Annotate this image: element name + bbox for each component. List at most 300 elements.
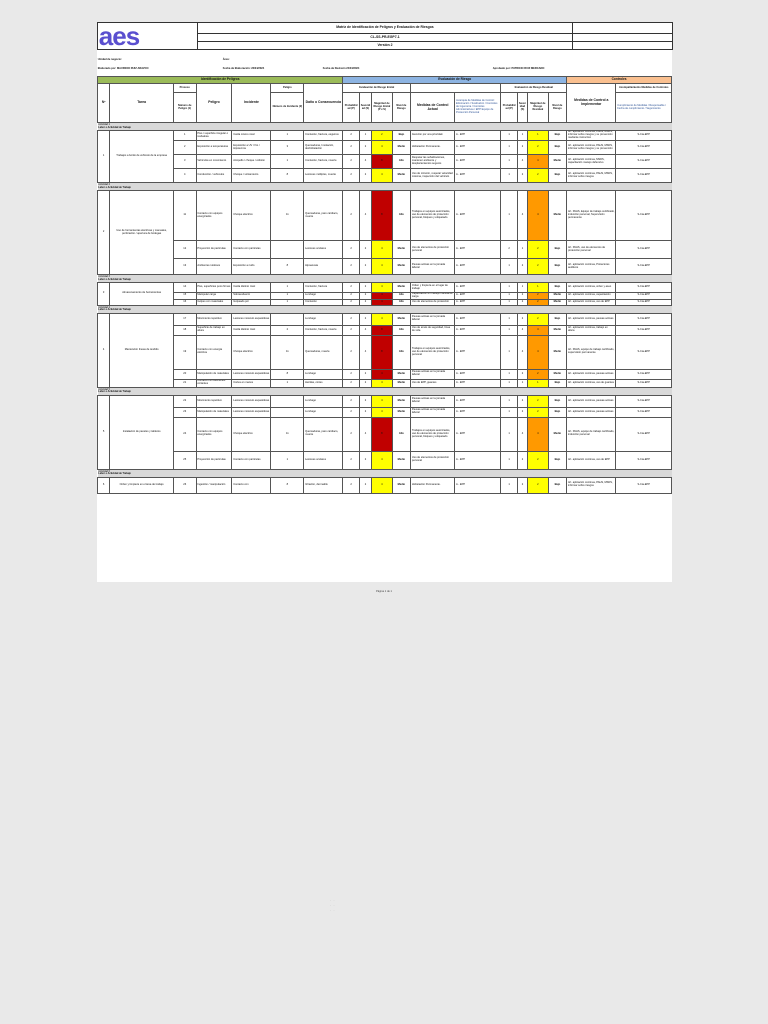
col-nivel: Nivel de Riesgo	[392, 93, 410, 123]
magnitude-cell: 8	[372, 335, 393, 369]
magnitude-cell: 4	[372, 259, 393, 275]
group-header	[98, 123, 672, 131]
incident-cell: Lesiones músculo esqueléticas	[232, 369, 271, 379]
severity-cell: 2	[359, 395, 371, 407]
residual-level-cell: Bajo	[548, 451, 567, 469]
incident-number: 11	[271, 191, 304, 241]
col-medidas-impl: Medidas de Control a Implementar	[567, 84, 616, 123]
hierarchy-cell: A - EPP	[455, 241, 501, 259]
incident-number: 8	[271, 369, 304, 379]
risk-level-cell: Alto	[392, 417, 410, 451]
severity-cell: 2	[359, 313, 371, 325]
residual-probability-cell: 1	[501, 335, 517, 369]
consequence-cell: Lesiones múltiples, muerte	[304, 169, 343, 183]
hazard-cell: Contacto con equipos energizados	[196, 191, 232, 241]
hazard-cell: Movimiento repetitivo	[196, 313, 232, 325]
hazard-number: 14	[173, 283, 196, 293]
residual-level-cell: Bajo	[548, 407, 567, 417]
consequence-cell: Heridas, cortes	[304, 379, 343, 387]
group-header	[98, 275, 672, 283]
control-to-implement-cell: Art. aplicación continua, PAHS, MSDS, informar sobre riesgos	[567, 169, 616, 183]
current-control-cell: Trabajos en equipos autorizados, uso de elementos de protección personal, bloqueo y etiquetado	[411, 191, 455, 241]
hazard-number: 3	[173, 155, 196, 169]
current-control-cell: Trabajos en equipos autorizados, uso de elementos de protección personal	[411, 335, 455, 369]
table-row	[98, 325, 672, 335]
sub-acomp: Acompañamiento Medidas de Controles	[616, 84, 672, 93]
probability-cell: 2	[343, 241, 359, 259]
incident-number: 11	[271, 417, 304, 451]
severity-cell: 2	[359, 141, 371, 155]
residual-severity-cell: 2	[517, 293, 527, 300]
residual-severity-cell: 2	[517, 395, 527, 407]
consequence-cell: Hipoacusia	[304, 259, 343, 275]
control-to-implement-cell: Art. aplicación continua, MSDS, capacitación manejo defensivo	[567, 155, 616, 169]
header-table	[97, 22, 673, 50]
section-controles: Controles	[567, 77, 672, 84]
current-control-cell: Uso de elementos de protección personal	[411, 451, 455, 469]
group-header-row	[98, 183, 672, 191]
followup-cell: S-Cia-EPP	[616, 241, 672, 259]
residual-level-cell: Bajo	[548, 141, 567, 155]
probability-cell: 2	[343, 293, 359, 300]
followup-cell: S-Cia-EPP	[616, 369, 672, 379]
probability-cell: 2	[343, 131, 359, 141]
risk-level-cell: Alto	[392, 155, 410, 169]
hazard-number: 21	[173, 379, 196, 387]
col-medidas: Medidas de Control Actual	[411, 93, 455, 123]
group-label: Actividad 6	[98, 469, 110, 473]
incident-number	[271, 241, 304, 259]
residual-probability-cell: 1	[501, 293, 517, 300]
incident-cell: Exposición a ruido	[232, 259, 271, 275]
col-incidente: Incidente	[232, 84, 271, 123]
hierarchy-cell: A - EPP	[455, 293, 501, 300]
decorative-dots: · · · · · ·	[330, 898, 335, 912]
hazard-number: 18	[173, 325, 196, 335]
hierarchy-cell: A - EPP	[455, 395, 501, 407]
incident-cell: Sobreesfuerzo	[232, 293, 271, 300]
hazard-cell: Piso, superficies poco firmes	[196, 283, 232, 293]
area-label: Área:	[222, 57, 230, 61]
table-row	[98, 155, 672, 169]
probability-cell: 2	[343, 283, 359, 293]
magnitude-cell: 4	[372, 407, 393, 417]
residual-severity-cell: 4	[517, 191, 527, 241]
magnitude-cell: 8	[372, 191, 393, 241]
risk-matrix	[97, 76, 672, 494]
residual-severity-cell: 2	[517, 313, 527, 325]
table-row	[98, 293, 672, 300]
probability-cell: 2	[343, 299, 359, 305]
consequence-cell: Irritación, dermatitis	[304, 477, 343, 493]
unidad-label: Unidad de negocio:	[97, 57, 122, 61]
col-num-peligro: Número de Peligro (1)	[173, 93, 196, 123]
followup-cell: S-Cia-EPP	[616, 325, 672, 335]
incident-number: 8	[271, 169, 304, 183]
table-row	[98, 169, 672, 183]
severity-cell: 2	[359, 369, 371, 379]
current-control-cell: Pausas activas en la jornada laboral	[411, 313, 455, 325]
residual-level-cell: Medio	[548, 335, 567, 369]
risk-level-cell: Medio	[392, 477, 410, 493]
row-number: 4	[98, 313, 110, 387]
group-header	[98, 305, 672, 313]
magnitude-cell: 4	[372, 283, 393, 293]
control-to-implement-cell: Art. PAHS, uso de elementos de protección personal	[567, 241, 616, 259]
hierarchy-cell: A - EPP	[455, 191, 501, 241]
residual-probability-cell: 1	[501, 283, 517, 293]
risk-level-cell: Bajo	[392, 131, 410, 141]
hierarchy-cell: A - EPP	[455, 283, 501, 293]
residual-severity-cell: 1	[517, 283, 527, 293]
followup-cell: S-Cia-EPP	[616, 477, 672, 493]
control-to-implement-cell: Art. aplicación continua, PAHS, MSDS, informar sobre riesgos	[567, 477, 616, 493]
risk-level-cell: Medio	[392, 141, 410, 155]
doc-version: Versión 2	[198, 42, 573, 50]
hazard-number: 24	[173, 417, 196, 451]
incident-number: 1	[271, 451, 304, 469]
current-control-cell: Respetar las señalizaciones, mantener ambiente y desplazamientos seguros	[411, 155, 455, 169]
residual-magnitude-cell: 4	[528, 325, 549, 335]
current-control-cell: Orden y limpieza en el lugar de trabajo	[411, 283, 455, 293]
incident-cell: Contacto con partículas	[232, 451, 271, 469]
sub-eval-inicial: Evaluación de Riesgo Inicial	[343, 84, 411, 93]
page-footer: Página 1 de 1	[375, 590, 392, 593]
residual-severity-cell: 2	[517, 369, 527, 379]
doc-title: Matriz de Identificación de Peligros y Evaluación de Riesgos	[198, 23, 573, 34]
residual-probability-cell: 1	[501, 131, 517, 141]
residual-magnitude-cell: 4	[528, 335, 549, 369]
incident-number	[271, 313, 304, 325]
severity-cell: 2	[359, 451, 371, 469]
row-number: 5	[98, 395, 110, 469]
risk-level-cell: Medio	[392, 395, 410, 407]
residual-magnitude-cell: 2	[528, 407, 549, 417]
severity-cell: 2	[359, 169, 371, 183]
followup-cell: S-Cia-EPP	[616, 313, 672, 325]
hazard-cell: Vehículos en movimiento	[196, 155, 232, 169]
magnitude-cell: 4	[372, 451, 393, 469]
incident-cell: Choque / volcamiento	[232, 169, 271, 183]
col-sev: Severidad (S)	[359, 93, 371, 123]
residual-probability-cell: 1	[501, 155, 517, 169]
hierarchy-cell: A - EPP	[455, 131, 501, 141]
current-control-cell: Pausas activas en la jornada laboral	[411, 407, 455, 417]
col-sev-r: Severidad (S)	[517, 93, 527, 123]
incident-cell: Choque eléctrico	[232, 335, 271, 369]
control-to-implement-cell: Art. PAHS, equipo de trabajo certificado, inducción personal	[567, 417, 616, 451]
group-header-row	[98, 123, 672, 131]
control-to-implement-cell: Art. PAHS, Equipo de trabajo certificado, inducción personal, Supervisión permanente	[567, 191, 616, 241]
magnitude-cell: 8	[372, 155, 393, 169]
residual-magnitude-cell: 2	[528, 299, 549, 305]
residual-level-cell: Bajo	[548, 283, 567, 293]
severity-cell: 2	[359, 283, 371, 293]
sub-proceso: Proceso	[173, 84, 196, 93]
hazard-number: 13	[173, 259, 196, 275]
group-label: Actividad 4	[98, 305, 110, 309]
hazard-cell: Manipular carga	[196, 293, 232, 300]
residual-magnitude-cell: 1	[528, 283, 549, 293]
col-nivel-r: Nivel de Riesgo	[548, 93, 567, 123]
residual-probability-cell: 1	[501, 379, 517, 387]
magnitude-cell: 8	[372, 417, 393, 451]
magnitude-cell: 4	[372, 169, 393, 183]
residual-severity-cell: 1	[517, 379, 527, 387]
group-title: Labor o Actividad de Trabajo	[98, 277, 132, 281]
hazard-cell: Piso / superficie irregular o resbalosa	[196, 131, 232, 141]
probability-cell: 2	[343, 477, 359, 493]
consequence-cell: Contusión, fractura, muerte	[304, 155, 343, 169]
probability-cell: 2	[343, 155, 359, 169]
residual-severity-cell: 1	[517, 241, 527, 259]
incident-cell: Caída distinto nivel	[232, 325, 271, 335]
incident-number: 11	[271, 335, 304, 369]
current-control-cell: Atención por una prioridad.	[411, 131, 455, 141]
magnitude-cell: 4	[372, 395, 393, 407]
incident-cell: Exposición a UV / frío / Hipotermia	[232, 141, 271, 155]
hazard-cell: Conducción / vehículos	[196, 169, 232, 183]
residual-severity-cell: 2	[517, 451, 527, 469]
residual-magnitude-cell: 2	[528, 241, 549, 259]
residual-probability-cell: 1	[501, 259, 517, 275]
magnitude-cell: 4	[372, 313, 393, 325]
section-identificacion: Identificación de Peligros	[98, 77, 343, 84]
current-control-cell: Uso de cinturón, respetar velocidad máxima, inspección del vehículo	[411, 169, 455, 183]
incident-cell: Lesiones músculo esqueléticas	[232, 313, 271, 325]
row-number: 6	[98, 477, 110, 493]
table-row	[98, 141, 672, 155]
magnitude-cell: 4	[372, 369, 393, 379]
probability-cell: 2	[343, 379, 359, 387]
hierarchy-cell: A - EPP	[455, 477, 501, 493]
hazard-cell: Ingestión / manipulación	[196, 477, 232, 493]
severity-cell: 4	[359, 155, 371, 169]
col-jerarquia: Jerarquía de Medidas de Control: Eliminación / Sustitución / Controles de Ingeniería / Controles Administrativos / EPP Equipo de Protección Personal	[455, 93, 501, 123]
table-row	[98, 259, 672, 275]
residual-magnitude-cell: 2	[528, 395, 549, 407]
current-control-cell: Capacitación en manejo manual de carga	[411, 293, 455, 300]
hazard-number: 15	[173, 293, 196, 300]
residual-probability-cell: 1	[501, 169, 517, 183]
hazard-cell: Golpes con materiales	[196, 299, 232, 305]
residual-level-cell: Medio	[548, 299, 567, 305]
followup-cell: S-Cia-EPP	[616, 191, 672, 241]
incident-number: 1	[271, 379, 304, 387]
col-prob: Probabilidad (P)	[343, 93, 359, 123]
incident-number: 1	[271, 299, 304, 305]
table-row	[98, 407, 672, 417]
current-control-cell: Trabajos en equipos autorizados, uso de elementos de protección personal, bloqueo y etiquetado	[411, 417, 455, 451]
followup-cell: S-Cia-EPP	[616, 283, 672, 293]
incident-number: 3	[271, 141, 304, 155]
aes-logo: aes	[98, 22, 140, 50]
residual-severity-cell: 2	[517, 259, 527, 275]
group-label: Actividad 3	[98, 274, 110, 278]
consequence-cell: Quemaduras, paro cardíaco, muerte	[304, 191, 343, 241]
residual-severity-cell: 4	[517, 417, 527, 451]
risk-level-cell: Medio	[392, 241, 410, 259]
residual-severity-cell: 1	[517, 131, 527, 141]
current-control-cell: Uso de arnés de seguridad, línea de vida	[411, 325, 455, 335]
hazard-number: 26	[173, 477, 196, 493]
sub-eval-residual: Evaluación de Riesgo Residual	[501, 84, 567, 93]
residual-level-cell: Bajo	[548, 169, 567, 183]
col-n: Nº	[98, 84, 110, 123]
probability-cell: 2	[343, 407, 359, 417]
section-evaluacion: Evaluación de Riesgo	[343, 77, 567, 84]
residual-level-cell: Bajo	[548, 313, 567, 325]
followup-cell: S-Cia-EPP	[616, 299, 672, 305]
table-row	[98, 477, 672, 493]
followup-cell: S-Cia-EPP	[616, 293, 672, 300]
incident-cell: Caída mismo nivel	[232, 131, 271, 141]
probability-cell: 2	[343, 369, 359, 379]
residual-severity-cell: 4	[517, 335, 527, 369]
meta-table	[97, 56, 672, 74]
residual-severity-cell: 2	[517, 141, 527, 155]
hazard-number: 1	[173, 131, 196, 141]
consequence-cell: Lesiones oculares	[304, 241, 343, 259]
consequence-cell: Lumbago	[304, 293, 343, 300]
incident-number	[271, 395, 304, 407]
magnitude-cell: 4	[372, 299, 393, 305]
probability-cell: 2	[343, 169, 359, 183]
magnitude-cell: 4	[372, 141, 393, 155]
matrix-body	[98, 123, 672, 494]
table-row	[98, 395, 672, 407]
residual-level-cell: Bajo	[548, 395, 567, 407]
control-to-implement-cell: Art. aplicación continua, trabajo en altura	[567, 325, 616, 335]
followup-cell: S-Cia-EPP	[616, 407, 672, 417]
risk-level-cell: Alto	[392, 335, 410, 369]
residual-probability-cell: 1	[501, 299, 517, 305]
consequence-cell: Quemaduras, Insolación, deshidratación	[304, 141, 343, 155]
severity-cell: 4	[359, 417, 371, 451]
control-to-implement-cell: Art. aplicación continua, capacitación	[567, 293, 616, 300]
hazard-number: 4	[173, 169, 196, 183]
control-to-implement-cell: Art. aplicación continua, uso de EPP	[567, 451, 616, 469]
fecha-elaboracion: Fecha de Elaboración: 23/04/2024	[222, 66, 265, 70]
followup-cell: S-Cia-EPP	[616, 131, 672, 141]
hierarchy-cell: A - EPP	[455, 379, 501, 387]
consequence-cell: Lumbago	[304, 407, 343, 417]
table-row	[98, 313, 672, 325]
incident-cell: Caída distinto nivel	[232, 283, 271, 293]
task-name: Instalación de paneles y tableros	[110, 395, 174, 469]
severity-cell: 1	[359, 131, 371, 141]
residual-probability-cell: 1	[501, 313, 517, 325]
followup-cell: S-Cia-EPP	[616, 417, 672, 451]
incident-cell: Choque eléctrico	[232, 417, 271, 451]
hazard-number: 16	[173, 299, 196, 305]
severity-cell: 2	[359, 259, 371, 275]
incident-number: 1	[271, 131, 304, 141]
hazard-number: 11	[173, 191, 196, 241]
residual-magnitude-cell: 2	[528, 169, 549, 183]
hierarchy-cell: A - EPP	[455, 407, 501, 417]
group-title: Labor o Actividad de Trabajo	[98, 390, 132, 394]
probability-cell: 2	[343, 191, 359, 241]
incident-cell: Lesiones músculo esqueléticas	[232, 395, 271, 407]
incident-number: 8	[271, 477, 304, 493]
col-prob-r: Probabilidad (P)	[501, 93, 517, 123]
table-row	[98, 379, 672, 387]
control-to-implement-cell: Art. PAHS, equipo de trabajo certificado, supervisión permanente	[567, 335, 616, 369]
residual-probability-cell: 1	[501, 451, 517, 469]
group-header-row	[98, 469, 672, 477]
task-name: Trabajos a bordo de vehículo de la empresa	[110, 131, 174, 183]
table-row	[98, 335, 672, 369]
residual-probability-cell: 1	[501, 141, 517, 155]
table-row	[98, 451, 672, 469]
magnitude-cell: 4	[372, 241, 393, 259]
residual-level-cell: Medio	[548, 155, 567, 169]
magnitude-cell: 4	[372, 293, 393, 300]
hazard-cell: Manipulación de materiales	[196, 407, 232, 417]
hierarchy-cell: A - EPP	[455, 451, 501, 469]
residual-level-cell: Bajo	[548, 379, 567, 387]
residual-level-cell: Bajo	[548, 259, 567, 275]
magnitude-cell: 4	[372, 379, 393, 387]
probability-cell: 2	[343, 417, 359, 451]
hierarchy-cell: A - EPP	[455, 299, 501, 305]
consequence-cell: Lesiones oculares	[304, 451, 343, 469]
task-name: Uso de herramientas eléctricas y manuales, perforación / apertura de bodegas	[110, 191, 174, 275]
hierarchy-cell: A - EPP	[455, 313, 501, 325]
task-name: Almacenamiento de herramientas	[110, 283, 174, 306]
magnitude-cell: 4	[372, 477, 393, 493]
doc-code: CL-SS-PR-EGP7-1	[198, 34, 573, 42]
col-tarea: Tarea	[110, 84, 174, 123]
current-control-cell: Hidratación Permanente.	[411, 477, 455, 493]
residual-level-cell: Bajo	[548, 241, 567, 259]
row-number: 1	[98, 131, 110, 183]
risk-level-cell: Medio	[392, 259, 410, 275]
current-control-cell: Uso de elementos de protección	[411, 299, 455, 305]
residual-severity-cell: 2	[517, 169, 527, 183]
control-to-implement-cell: Art. aplicación continua, pausas activas	[567, 407, 616, 417]
incident-cell: Contacto con partículas	[232, 241, 271, 259]
hazard-number: 12	[173, 241, 196, 259]
col-mag: Magnitud de Riesgo Inicial (P x S)	[372, 93, 393, 123]
magnitude-cell: 8	[372, 325, 393, 335]
consequence-cell: Quemaduras, muerte	[304, 335, 343, 369]
hierarchy-cell: A - EPP	[455, 169, 501, 183]
col-num-incidente: Número de Incidente (2)	[271, 93, 304, 123]
consequence-cell: Lumbago	[304, 369, 343, 379]
risk-level-cell: Alto	[392, 325, 410, 335]
group-title: Labor o Actividad de Trabajo	[98, 308, 132, 312]
residual-magnitude-cell: 2	[528, 293, 549, 300]
table-row	[98, 241, 672, 259]
hazard-number: 22	[173, 395, 196, 407]
hierarchy-cell: A - EPP	[455, 369, 501, 379]
control-to-implement-cell: Art. aplicación continua, pausas activas	[567, 395, 616, 407]
consequence-cell: Lumbago	[304, 395, 343, 407]
current-control-cell: Pausas activas en la jornada laboral	[411, 395, 455, 407]
hazard-number: 23	[173, 407, 196, 417]
consequence-cell: Contusión, fractura, muerte	[304, 325, 343, 335]
group-title: Labor o Actividad de Trabajo	[98, 185, 132, 189]
group-header-row	[98, 275, 672, 283]
hazard-number: 25	[173, 451, 196, 469]
current-control-cell: Uso de elementos de protección personal	[411, 241, 455, 259]
residual-probability-cell: 1	[501, 477, 517, 493]
aprobado-por: Aprobado por: PATRICIO RUIZ MERCADO	[492, 66, 545, 70]
residual-severity-cell: 2	[517, 477, 527, 493]
task-name: Orden y limpieza en el área de trabajo	[110, 477, 174, 493]
